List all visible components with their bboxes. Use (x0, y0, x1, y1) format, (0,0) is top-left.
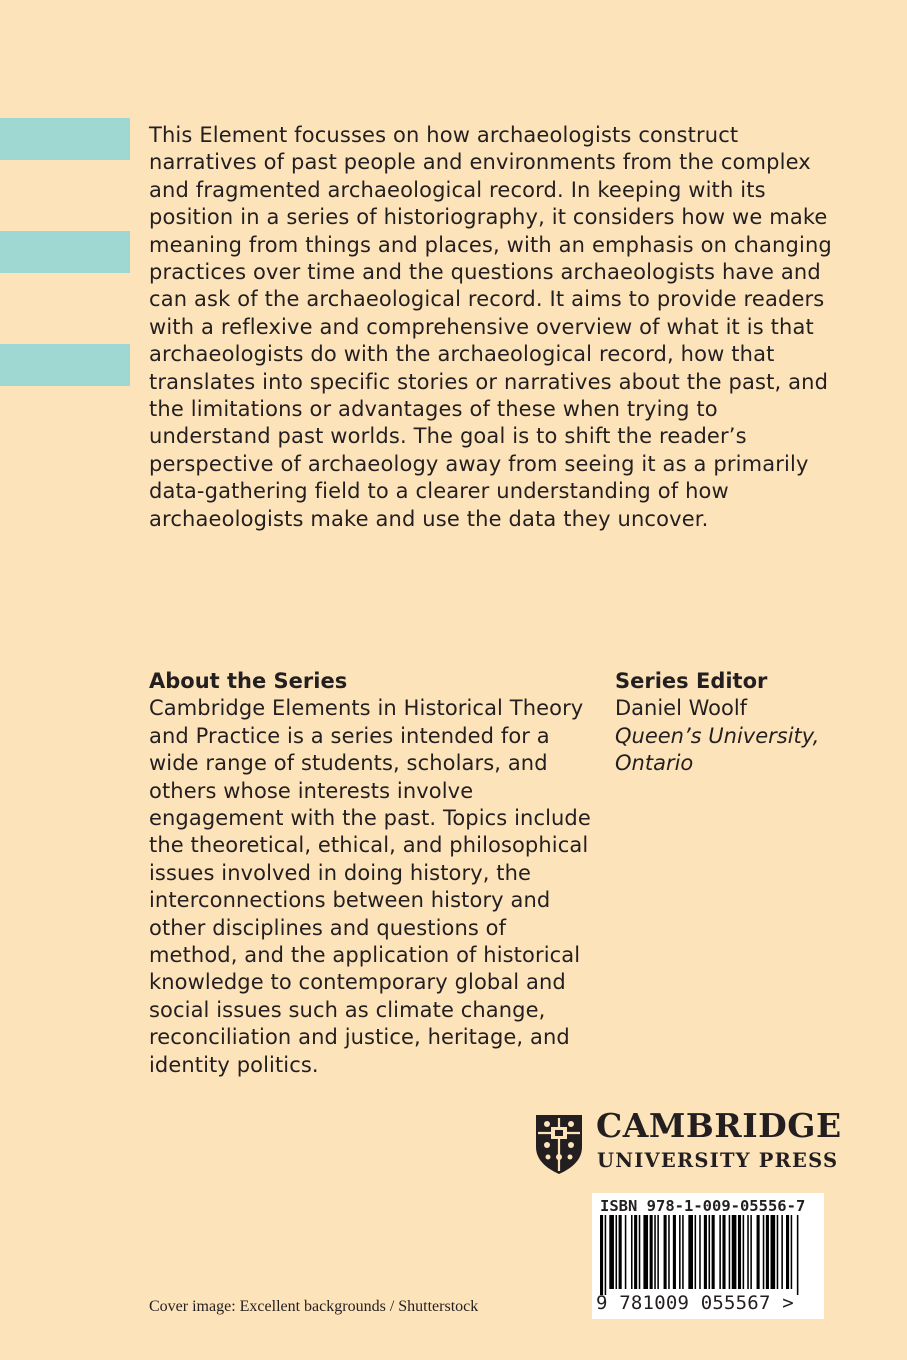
barcode-bar (777, 1215, 779, 1289)
cover-image-credit: Cover image: Excellent backgrounds / Shutterstock (149, 1298, 479, 1315)
barcode-bar (625, 1215, 627, 1289)
barcode-bars (598, 1215, 818, 1295)
book-blurb: This Element focusses on how archaeologists construct narratives of past people and environments from the complex and fragmented archaeological record. In keeping with its position in a series of historiography, it considers how we make meaning from things and places, with an emphasis on changing practices over time and the questions archaeologists have and can ask of the archaeological record. It aims to provide readers with a reflexive and comprehensive overview of what it is that archaeologists do with the archaeological record, how that translates into specific stories or narratives about the past, and the limitations or advantages of these when trying to understand past worlds. The goal is to shift the reader’s perspective of archaeology away from seeing it as a primarily data-gathering field to a clearer understanding of how archaeologists make and use the data they uncover. (149, 123, 832, 531)
barcode-bar (750, 1215, 752, 1289)
barcode-bar (654, 1215, 656, 1289)
barcode-bar (704, 1215, 707, 1289)
barcode-bar (729, 1215, 731, 1289)
about-series-body: Cambridge Elements in Historical Theory and Practice is a series intended for a wide range of students, scholars, and others whose interests involve engagement with the past. Topics include the theoretical, ethical, and philosophical issues involved in doing history, the interconnections between history and other disciplines and questions of method, and the application of historical knowledge to contemporary global and social issues such as climate change, reconciliation and justice, heritage, and identity politics. (149, 696, 591, 1077)
barcode-bar (797, 1215, 799, 1295)
isbn-label: ISBN 978-1-009-05556-7 (600, 1197, 806, 1215)
about-series-heading: About the Series (149, 669, 348, 693)
barcode-bar (679, 1215, 681, 1289)
barcode-bar (605, 1215, 607, 1295)
publisher-subname: UNIVERSITY PRESS (597, 1149, 839, 1172)
barcode-bar (766, 1215, 769, 1289)
barcode-bar (712, 1215, 715, 1289)
barcode-bar (695, 1215, 697, 1289)
barcode-bar (664, 1215, 667, 1289)
barcode-bar (786, 1215, 789, 1289)
barcode-bar (688, 1215, 693, 1289)
barcode-bar (747, 1215, 749, 1289)
barcode-digits: 9 781009 055567 > (596, 1292, 794, 1314)
series-editor-affiliation-location: Ontario (615, 751, 694, 776)
barcode-bar (631, 1215, 633, 1289)
publisher-logo (534, 1106, 842, 1176)
series-editor-section (615, 668, 875, 778)
barcode-bar (639, 1215, 641, 1289)
barcode-bar (619, 1215, 622, 1289)
barcode-bar (600, 1215, 603, 1295)
barcode-bar (738, 1215, 741, 1289)
barcode-bar (722, 1215, 725, 1289)
cambridge-shield-icon (534, 1113, 584, 1175)
accent-bar (0, 344, 130, 386)
barcode-bar (616, 1215, 618, 1289)
barcode-bar (682, 1215, 684, 1289)
barcode-bar (719, 1215, 721, 1289)
barcode-bar (781, 1215, 783, 1289)
series-editor-name: Daniel Woolf (615, 696, 748, 721)
series-editor-heading: Series Editor (615, 669, 768, 693)
about-series-section (149, 668, 599, 1079)
barcode-bar (791, 1215, 793, 1289)
isbn-barcode (592, 1193, 824, 1319)
barcode-bar (771, 1215, 776, 1289)
barcode-bar (668, 1215, 670, 1289)
barcode-bar (732, 1215, 737, 1289)
publisher-name: CAMBRIDGE (596, 1106, 842, 1145)
barcode-bar (763, 1215, 765, 1289)
barcode-bar (757, 1215, 760, 1289)
barcode-bar (609, 1215, 614, 1289)
barcode-bar (643, 1215, 648, 1289)
barcode-bar (709, 1215, 711, 1289)
barcode-bar (699, 1215, 701, 1289)
barcode-bar (673, 1215, 676, 1289)
barcode-bar (650, 1215, 653, 1289)
barcode-bar (657, 1215, 659, 1289)
accent-bar (0, 231, 130, 273)
barcode-bar (634, 1215, 637, 1289)
barcode-bar (743, 1215, 745, 1289)
accent-bar (0, 118, 130, 160)
series-editor-affiliation: Queen’s University, (615, 723, 820, 748)
